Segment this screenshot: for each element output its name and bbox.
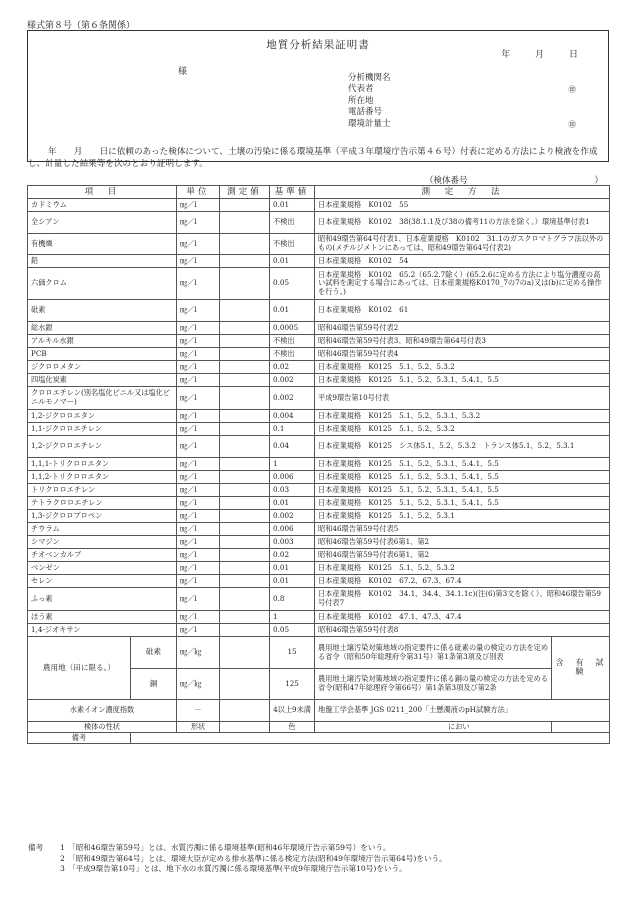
item-standard: 0.01 bbox=[270, 497, 315, 510]
item-standard: 1 bbox=[270, 458, 315, 471]
item-unit: ㎎／l bbox=[177, 387, 220, 410]
item-method: 昭和49環告第64号付表1、日本産業規格 K0102 31.1のガスクロマトグラフ法以外のもの(メチルジメトンにあっては、昭和49環告第64号付表2) bbox=[315, 234, 610, 255]
table-row bbox=[28, 575, 610, 588]
item-measured[interactable] bbox=[220, 212, 270, 234]
color-value[interactable] bbox=[315, 722, 552, 733]
item-method: 日本産業規格 K0125 5.1、5.2、5.3.2 bbox=[315, 361, 610, 374]
item-standard: 0.006 bbox=[270, 523, 315, 536]
table-row bbox=[28, 387, 610, 410]
item-standard: 0.004 bbox=[270, 410, 315, 423]
item-name: 全シアン bbox=[28, 212, 177, 234]
table-row bbox=[28, 484, 610, 497]
item-name: PCB bbox=[28, 348, 177, 361]
properties-label: 検体の性状 bbox=[28, 722, 177, 733]
footnotes bbox=[28, 843, 608, 875]
agri-measured[interactable] bbox=[220, 669, 270, 700]
item-method: 昭和46環告第59号付表6第1、第2 bbox=[315, 536, 610, 549]
item-standard: 不検出 bbox=[270, 348, 315, 361]
agri-item: 銅 bbox=[131, 669, 177, 700]
item-method: 日本産業規格 K0125 5.1、5.2、5.3.1、5.4.1、5.5 bbox=[315, 471, 610, 484]
item-name: セレン bbox=[28, 575, 177, 588]
table-row bbox=[28, 523, 610, 536]
ph-unit: － bbox=[177, 700, 220, 722]
item-method: 日本産業規格 K0102 54 bbox=[315, 255, 610, 268]
form-number: 様式第８号（第６条関係） bbox=[27, 21, 136, 31]
item-unit: ㎎／l bbox=[177, 361, 220, 374]
agri-unit: ㎎／㎏ bbox=[177, 669, 220, 700]
item-name: 1,2-ジクロロエタン bbox=[28, 410, 177, 423]
table-row bbox=[28, 300, 610, 322]
item-unit: ㎎／l bbox=[177, 410, 220, 423]
item-name: 1,2-ジクロロエチレン bbox=[28, 436, 177, 458]
item-method: 日本産業規格 K0125 5.1、5.2、5.3.1、5.4.1、5.5 bbox=[315, 374, 610, 387]
date-month: 月 bbox=[535, 50, 545, 60]
footnote: 2 「昭和49環告第64号」とは、環境大臣が定める排水基準に係る検定方法(昭和49年環境庁告示第64号)をいう。 bbox=[60, 853, 447, 863]
item-measured[interactable] bbox=[220, 458, 270, 471]
item-measured[interactable] bbox=[220, 234, 270, 255]
item-standard: 不検出 bbox=[270, 234, 315, 255]
item-name: チオベンカルブ bbox=[28, 549, 177, 562]
item-standard: 0.0005 bbox=[270, 322, 315, 335]
item-standard: 0.8 bbox=[270, 588, 315, 611]
item-standard: 0.003 bbox=[270, 536, 315, 549]
item-name: 六価クロム bbox=[28, 268, 177, 300]
issuer-block bbox=[348, 73, 588, 130]
item-measured[interactable] bbox=[220, 523, 270, 536]
ph-standard: 4以上9未満 bbox=[270, 700, 315, 722]
table-row bbox=[28, 410, 610, 423]
item-name: 有機燐 bbox=[28, 234, 177, 255]
item-measured[interactable] bbox=[220, 484, 270, 497]
item-name: 1,4-ジオキサン bbox=[28, 624, 177, 637]
item-measured[interactable] bbox=[220, 588, 270, 611]
table-row bbox=[28, 268, 610, 300]
item-name: 鉛 bbox=[28, 255, 177, 268]
sample-number: （検体番号 ） bbox=[425, 176, 603, 186]
item-unit: ㎎／l bbox=[177, 423, 220, 436]
table-row bbox=[28, 436, 610, 458]
item-method: 日本産業規格 K0102 47.1、47.3、47.4 bbox=[315, 611, 610, 624]
item-name: 1,1,2-トリクロロエタン bbox=[28, 471, 177, 484]
table-row bbox=[28, 335, 610, 348]
item-measured[interactable] bbox=[220, 510, 270, 523]
table-row bbox=[28, 322, 610, 335]
item-measured[interactable] bbox=[220, 575, 270, 588]
item-method: 日本産業規格 K0102 34.1、34.4、34.1.1c)(注(6)第3文を除く）、昭和46環告第59号付表7 bbox=[315, 588, 610, 611]
item-unit: ㎎／l bbox=[177, 212, 220, 234]
item-unit: ㎎／l bbox=[177, 588, 220, 611]
item-standard: 0.05 bbox=[270, 624, 315, 637]
item-unit: ㎎／l bbox=[177, 523, 220, 536]
issuer-address: 所在地 bbox=[348, 95, 374, 106]
item-name: トリクロロエチレン bbox=[28, 484, 177, 497]
item-method: 日本産業規格 K0125 5.1、5.2、5.3.1、5.4.1、5.5 bbox=[315, 458, 610, 471]
item-method: 昭和46環告第59号付表6第1、第2 bbox=[315, 549, 610, 562]
item-unit: ㎎／l bbox=[177, 471, 220, 484]
item-measured[interactable] bbox=[220, 268, 270, 300]
table-row bbox=[28, 348, 610, 361]
document-title: 地質分析結果証明書 bbox=[266, 39, 370, 51]
item-unit: ㎎／l bbox=[177, 268, 220, 300]
item-unit: ㎎／l bbox=[177, 458, 220, 471]
table-row bbox=[28, 588, 610, 611]
ph-row bbox=[28, 700, 610, 722]
table-row bbox=[28, 536, 610, 549]
item-standard: 0.01 bbox=[270, 562, 315, 575]
header-standard: 基準値 bbox=[270, 186, 315, 199]
item-name: 四塩化炭素 bbox=[28, 374, 177, 387]
item-unit: ㎎／l bbox=[177, 234, 220, 255]
item-unit: ㎎／l bbox=[177, 575, 220, 588]
agri-item: 砒素 bbox=[131, 637, 177, 669]
ph-measured[interactable] bbox=[220, 700, 270, 722]
item-method: 平成9環告第10号付表 bbox=[315, 387, 610, 410]
issue-date bbox=[501, 47, 578, 60]
table-row bbox=[28, 510, 610, 523]
item-unit: ㎎／l bbox=[177, 624, 220, 637]
agri-standard: 15 bbox=[270, 637, 315, 669]
item-unit: ㎎／l bbox=[177, 536, 220, 549]
item-standard: 0.002 bbox=[270, 387, 315, 410]
item-name: クロロエチレン(別名塩化ビニル又は塩化ビニルモノマー) bbox=[28, 387, 177, 410]
item-measured[interactable] bbox=[220, 423, 270, 436]
item-name: ほう素 bbox=[28, 611, 177, 624]
item-name: 1,1,1-トリクロロエタン bbox=[28, 458, 177, 471]
addressee: 様 bbox=[178, 67, 188, 77]
table-row bbox=[28, 471, 610, 484]
item-name: アルキル水銀 bbox=[28, 335, 177, 348]
table-row bbox=[28, 212, 610, 234]
ph-label: 水素イオン濃度指数 bbox=[28, 700, 177, 722]
item-unit: ㎎／l bbox=[177, 510, 220, 523]
table-row bbox=[28, 255, 610, 268]
item-measured[interactable] bbox=[220, 497, 270, 510]
item-unit: ㎎／l bbox=[177, 335, 220, 348]
smell-value[interactable] bbox=[552, 722, 610, 733]
agri-method: 農用地土壌汚染対策地域の指定要件に係る銅の量の検定の方法を定める省令(昭和47年総理府令第66号）第1条第3項及び第2条 bbox=[315, 669, 552, 700]
item-unit: ㎎／l bbox=[177, 549, 220, 562]
item-measured[interactable] bbox=[220, 562, 270, 575]
item-unit: ㎎／l bbox=[177, 348, 220, 361]
item-method: 日本産業規格 K0125 5.1、5.2、5.3.1、5.3.2 bbox=[315, 410, 610, 423]
item-name: 1,1-ジクロロエチレン bbox=[28, 423, 177, 436]
table-row bbox=[28, 549, 610, 562]
agri-standard: 125 bbox=[270, 669, 315, 700]
header-unit: 単位 bbox=[177, 186, 220, 199]
remarks-value[interactable] bbox=[131, 733, 610, 744]
item-standard: 0.002 bbox=[270, 374, 315, 387]
color-label: 色 bbox=[270, 722, 315, 733]
item-name: 総水銀 bbox=[28, 322, 177, 335]
issuer-org: 分析機関名 bbox=[348, 73, 391, 83]
item-method: 日本産業規格 K0125 5.1、5.2、5.3.1、5.4.1、5.5 bbox=[315, 497, 610, 510]
table-row bbox=[28, 497, 610, 510]
item-measured[interactable] bbox=[220, 199, 270, 212]
item-unit: ㎎／l bbox=[177, 497, 220, 510]
item-name: ジクロロメタン bbox=[28, 361, 177, 374]
item-measured[interactable] bbox=[220, 611, 270, 624]
header-measured: 測定値 bbox=[220, 186, 270, 199]
item-method: 昭和46環告第59号付表2 bbox=[315, 322, 610, 335]
item-measured[interactable] bbox=[220, 536, 270, 549]
date-day: 日 bbox=[568, 50, 578, 60]
item-measured[interactable] bbox=[220, 410, 270, 423]
item-standard: 0.02 bbox=[270, 549, 315, 562]
item-name: シマジン bbox=[28, 536, 177, 549]
header-method: 測 定 方 法 bbox=[315, 186, 610, 199]
table-row bbox=[28, 637, 610, 669]
item-measured[interactable] bbox=[220, 348, 270, 361]
item-standard: 0.03 bbox=[270, 484, 315, 497]
table-row bbox=[28, 374, 610, 387]
item-standard: 0.01 bbox=[270, 199, 315, 212]
item-unit: ㎎／l bbox=[177, 436, 220, 458]
item-standard: 0.006 bbox=[270, 471, 315, 484]
item-measured[interactable] bbox=[220, 335, 270, 348]
item-name: 砒素 bbox=[28, 300, 177, 322]
item-measured[interactable] bbox=[220, 387, 270, 410]
properties-row bbox=[28, 722, 610, 733]
item-method: 日本産業規格 K0125 5.1、5.2、5.3.2 bbox=[315, 423, 610, 436]
item-standard: 0.01 bbox=[270, 255, 315, 268]
item-name: チウラム bbox=[28, 523, 177, 536]
shape-value[interactable] bbox=[220, 722, 270, 733]
issuer-representative: 代表者 ㊞ bbox=[348, 84, 576, 95]
item-standard: 0.01 bbox=[270, 300, 315, 322]
item-measured[interactable] bbox=[220, 374, 270, 387]
item-name: ふっ素 bbox=[28, 588, 177, 611]
item-standard: 不検出 bbox=[270, 335, 315, 348]
item-standard: 0.002 bbox=[270, 510, 315, 523]
header-item: 項 目 bbox=[28, 186, 177, 199]
item-method: 日本産業規格 K0125 5.1、5.2、5.3.1 bbox=[315, 510, 610, 523]
shape-label: 形状 bbox=[177, 722, 220, 733]
item-standard: 1 bbox=[270, 611, 315, 624]
footnote: 備考 1 「昭和46環告第59号」とは、水質汚濁に係る環境基準(昭和46年環境庁告示第59号）をいう。 bbox=[28, 843, 391, 852]
item-measured[interactable] bbox=[220, 549, 270, 562]
item-method: 昭和46環告第59号付表8 bbox=[315, 624, 610, 637]
item-unit: ㎎／l bbox=[177, 484, 220, 497]
item-measured[interactable] bbox=[220, 361, 270, 374]
table-row bbox=[28, 562, 610, 575]
item-standard: 0.1 bbox=[270, 423, 315, 436]
item-method: 日本産業規格 K0102 61 bbox=[315, 300, 610, 322]
item-measured[interactable] bbox=[220, 255, 270, 268]
item-standard: 0.05 bbox=[270, 268, 315, 300]
item-method: 日本産業規格 K0125 5.1、5.2、5.3.2 bbox=[315, 562, 610, 575]
item-method: 日本産業規格 K0125 シス体5.1、5.2、5.3.2 トランス体5.1、5.2、5.3.1 bbox=[315, 436, 610, 458]
table-row bbox=[28, 611, 610, 624]
item-unit: ㎎／l bbox=[177, 199, 220, 212]
agri-method: 農用地土壌汚染対策地域の指定要件に係る砒素の量の検定の方法を定める省令（昭和50年総理府令第31号）第1条第3項及び別表 bbox=[315, 637, 552, 669]
certificate-header bbox=[27, 30, 609, 162]
footnote: 3 「平成9環告第10号」とは、地下水の水質汚濁に係る環境基準(平成9年環境庁告示第10号)をいう。 bbox=[60, 864, 407, 873]
table-row bbox=[28, 458, 610, 471]
item-unit: ㎎／l bbox=[177, 611, 220, 624]
agri-measured[interactable] bbox=[220, 637, 270, 669]
table-row bbox=[28, 234, 610, 255]
item-measured[interactable] bbox=[220, 300, 270, 322]
item-measured[interactable] bbox=[220, 436, 270, 458]
item-method: 昭和46環告第59号付表4 bbox=[315, 348, 610, 361]
item-standard: 0.04 bbox=[270, 436, 315, 458]
item-method: 日本産業規格 K0102 55 bbox=[315, 199, 610, 212]
item-standard: 0.02 bbox=[270, 361, 315, 374]
item-standard: 不検出 bbox=[270, 212, 315, 234]
item-unit: ㎎／l bbox=[177, 374, 220, 387]
item-measured[interactable] bbox=[220, 322, 270, 335]
item-method: 日本産業規格 K0102 38(38.1.1及び38の備考11の方法を除く。）環境基準付表1 bbox=[315, 212, 610, 234]
ph-method: 地盤工学会基準 JGS 0211_200「土懸濁液のpH試験方法」 bbox=[315, 700, 610, 722]
remarks-row bbox=[28, 733, 610, 744]
item-name: テトラクロロエチレン bbox=[28, 497, 177, 510]
analysis-table bbox=[27, 185, 616, 744]
seal-mark: ㊞ bbox=[568, 119, 576, 129]
table-row bbox=[28, 423, 610, 436]
smell-label: におい bbox=[448, 721, 470, 731]
table-header bbox=[28, 186, 610, 199]
item-unit: ㎎／l bbox=[177, 300, 220, 322]
item-method: 日本産業規格 K0102 67.2、67.3、67.4 bbox=[315, 575, 610, 588]
item-method: 日本産業規格 K0125 5.1、5.2、5.3.1、5.4.1、5.5 bbox=[315, 484, 610, 497]
issuer-phone: 電話番号 bbox=[348, 107, 383, 118]
content-test-label: 含 有 試 験 bbox=[552, 637, 610, 700]
agri-unit: ㎎／㎏ bbox=[177, 637, 220, 669]
item-method: 昭和46環告第59号付表3、昭和49環告第64号付表3 bbox=[315, 335, 610, 348]
table-row bbox=[28, 624, 610, 637]
item-method: 日本産業規格 K0102 65.2（65.2.7除く）(65.2.6に定める方法により塩分濃度の高い試料を測定する場合にあっては、日本産業規格K0170_7の7のa)又は(b)に定める操作を行う。) bbox=[315, 268, 610, 300]
item-name: 1,3-ジクロロプロペン bbox=[28, 510, 177, 523]
agri-label: 農用地（田に限る。） bbox=[28, 637, 131, 700]
table-row bbox=[28, 199, 610, 212]
item-method: 昭和46環告第59号付表5 bbox=[315, 523, 610, 536]
item-unit: ㎎／l bbox=[177, 562, 220, 575]
item-name: ベンゼン bbox=[28, 562, 177, 575]
issuer-measurer: 環境計量士 ㊞ bbox=[348, 118, 576, 129]
intro-text: 年 月 日に依頼のあった検体について、土壌の汚染に係る環境基準（平成３年環境庁告示第４６号）付表に定める方法により検液を作成し、計量した結果等を次のとおり証明します。 bbox=[28, 147, 598, 169]
item-name: カドミウム bbox=[28, 199, 177, 212]
item-unit: ㎎／l bbox=[177, 322, 220, 335]
item-measured[interactable] bbox=[220, 624, 270, 637]
date-year: 年 bbox=[501, 50, 511, 60]
remarks-label: 備考 bbox=[28, 733, 131, 744]
table-row bbox=[28, 361, 610, 374]
item-standard: 0.01 bbox=[270, 575, 315, 588]
item-unit: ㎎／l bbox=[177, 255, 220, 268]
seal-mark: ㊞ bbox=[568, 85, 576, 95]
item-measured[interactable] bbox=[220, 471, 270, 484]
